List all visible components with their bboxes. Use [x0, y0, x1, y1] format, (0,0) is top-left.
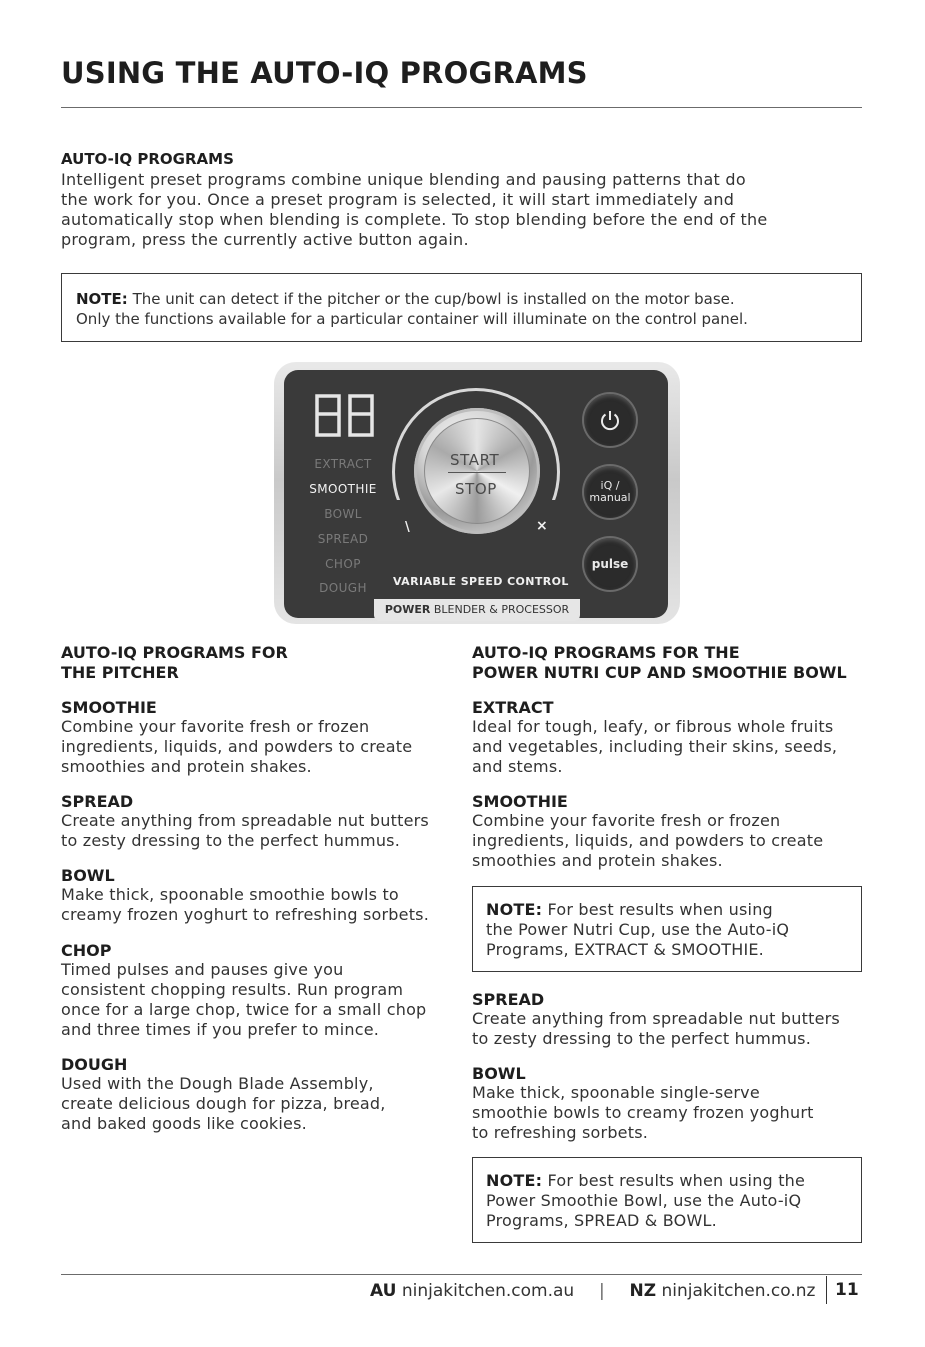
- right-section-spread: [472, 990, 867, 1049]
- note-text: Power Smoothie Bowl, use the Auto-iQ: [486, 1191, 802, 1210]
- program-spread: SPREAD: [317, 532, 369, 546]
- section-title: SPREAD: [472, 990, 545, 1009]
- footer-links: [370, 1281, 815, 1301]
- section-line: Combine your favorite fresh or frozen: [472, 811, 781, 830]
- start-label: START: [450, 451, 500, 469]
- power-button: [584, 394, 636, 446]
- note-text: For best results when using: [542, 900, 773, 919]
- program-smoothie: SMOOTHIE: [309, 482, 377, 496]
- intro-line: program, press the currently active button again.: [61, 230, 469, 249]
- note-bowl-text: [486, 1171, 856, 1231]
- section-title: SPREAD: [61, 792, 134, 811]
- brand-rest: BLENDER & PROCESSOR: [430, 603, 570, 616]
- section-line: ingredients, liquids, and powders to create: [61, 737, 413, 756]
- section-line: ingredients, liquids, and powders to create: [472, 831, 824, 850]
- digital-display: [314, 393, 376, 443]
- left-section-chop: [61, 941, 456, 1040]
- right-section-smoothie: [472, 792, 867, 871]
- section-line: Create anything from spreadable nut butters: [61, 811, 429, 830]
- section-line: Ideal for tough, leafy, or fibrous whole fruits: [472, 717, 834, 736]
- note-text: Only the functions available for a particular container will illuminate on the control panel.: [76, 310, 748, 328]
- variable-speed-label: VARIABLE SPEED CONTROL: [393, 575, 569, 588]
- section-line: and three times if you prefer to mince.: [61, 1020, 380, 1039]
- section-line: once for a large chop, twice for a small chop: [61, 1000, 427, 1019]
- section-line: to zesty dressing to the perfect hummus.: [61, 831, 400, 850]
- section-title: DOUGH: [61, 1055, 128, 1074]
- program-extract: EXTRACT: [314, 457, 372, 471]
- section-title: EXTRACT: [472, 698, 554, 717]
- intro-text: [61, 170, 861, 250]
- iq-label: iQ /: [600, 479, 620, 492]
- footer-au-label: AU: [370, 1281, 397, 1301]
- right-section-bowl: [472, 1064, 867, 1143]
- section-line: Timed pulses and pauses give you: [61, 960, 344, 979]
- right-heading-line2: POWER NUTRI CUP AND SMOOTHIE BOWL: [472, 663, 847, 682]
- intro-line: Intelligent preset programs combine unique blending and pausing patterns that do: [61, 170, 746, 189]
- section-title: BOWL: [61, 866, 115, 885]
- page-number: 11: [835, 1280, 859, 1300]
- right-section-extract: [472, 698, 867, 777]
- stop-label: STOP: [455, 480, 497, 498]
- section-line: Used with the Dough Blade Assembly,: [61, 1074, 374, 1093]
- program-bowl: BOWL: [324, 507, 362, 521]
- note-text: The unit can detect if the pitcher or the cup/bowl is installed on the motor base.: [127, 290, 735, 308]
- title-divider: [61, 107, 862, 108]
- section-line: Make thick, spoonable single-serve: [472, 1083, 760, 1102]
- footer-nz-label: NZ: [629, 1281, 657, 1301]
- section-title: BOWL: [472, 1064, 526, 1083]
- intro-line: the work for you. Once a preset program is selected, it will start immediately and: [61, 190, 735, 209]
- brand-label: [374, 599, 580, 621]
- section-line: Combine your favorite fresh or frozen: [61, 717, 370, 736]
- note-text: the Power Nutri Cup, use the Auto-iQ: [486, 920, 790, 939]
- section-line: creamy frozen yoghurt to refreshing sorbets.: [61, 905, 429, 924]
- note-container-text: [76, 289, 856, 329]
- section-line: to zesty dressing to the perfect hummus.: [472, 1029, 811, 1048]
- start-stop-dial-face: [424, 418, 530, 524]
- power-icon: [598, 408, 622, 432]
- section-line: smoothies and protein shakes.: [61, 757, 312, 776]
- section-line: create delicious dough for pizza, bread,: [61, 1094, 386, 1113]
- brand-bold: POWER: [384, 603, 431, 616]
- section-line: Create anything from spreadable nut butters: [472, 1009, 840, 1028]
- section-line: smoothies and protein shakes.: [472, 851, 723, 870]
- manual-label: manual: [589, 491, 631, 504]
- footer-au-site: ninjakitchen.com.au: [396, 1281, 575, 1301]
- pulse-button: pulse: [584, 538, 636, 590]
- footer-divider: [61, 1274, 862, 1275]
- left-section-smoothie: [61, 698, 456, 777]
- section-title: CHOP: [61, 941, 112, 960]
- left-heading-line1: AUTO-IQ PROGRAMS FOR: [61, 643, 288, 662]
- section-line: smoothie bowls to creamy frozen yoghurt: [472, 1103, 814, 1122]
- program-chop: CHOP: [325, 557, 361, 571]
- page-number-divider: [826, 1276, 827, 1304]
- page-title: USING THE AUTO-IQ PROGRAMS: [61, 56, 588, 90]
- footer-separator: |: [598, 1281, 605, 1301]
- left-section-bowl: [61, 866, 456, 925]
- section-title: SMOOTHIE: [472, 792, 568, 811]
- start-stop-divider: [448, 472, 506, 473]
- note-text: Programs, EXTRACT & SMOOTHIE.: [486, 940, 764, 959]
- left-heading-line2: THE PITCHER: [61, 663, 179, 682]
- section-line: and vegetables, including their skins, seeds,: [472, 737, 838, 756]
- dial-low-mark: \: [405, 520, 411, 535]
- note-text: Programs, SPREAD & BOWL.: [486, 1211, 717, 1230]
- section-line: Make thick, spoonable smoothie bowls to: [61, 885, 399, 904]
- section-line: to refreshing sorbets.: [472, 1123, 649, 1142]
- intro-heading: AUTO-IQ PROGRAMS: [61, 150, 234, 168]
- note-cup-text: [486, 900, 856, 960]
- right-heading-line1: AUTO-IQ PROGRAMS FOR THE: [472, 643, 740, 662]
- note-label: NOTE:: [486, 900, 543, 919]
- intro-line: automatically stop when blending is complete. To stop blending before the end of the: [61, 210, 768, 229]
- dial-high-mark: ×: [536, 518, 549, 534]
- footer-nz-site: ninjakitchen.co.nz: [656, 1281, 816, 1301]
- note-text: For best results when using the: [542, 1171, 806, 1190]
- section-line: and baked goods like cookies.: [61, 1114, 307, 1133]
- section-title: SMOOTHIE: [61, 698, 157, 717]
- left-section-spread: [61, 792, 456, 851]
- note-label: NOTE:: [76, 290, 128, 308]
- note-label: NOTE:: [486, 1171, 543, 1190]
- program-dough: DOUGH: [319, 581, 367, 595]
- section-line: and stems.: [472, 757, 563, 776]
- section-line: consistent chopping results. Run program: [61, 980, 404, 999]
- left-section-dough: [61, 1055, 456, 1134]
- iq-manual-button: [584, 466, 636, 518]
